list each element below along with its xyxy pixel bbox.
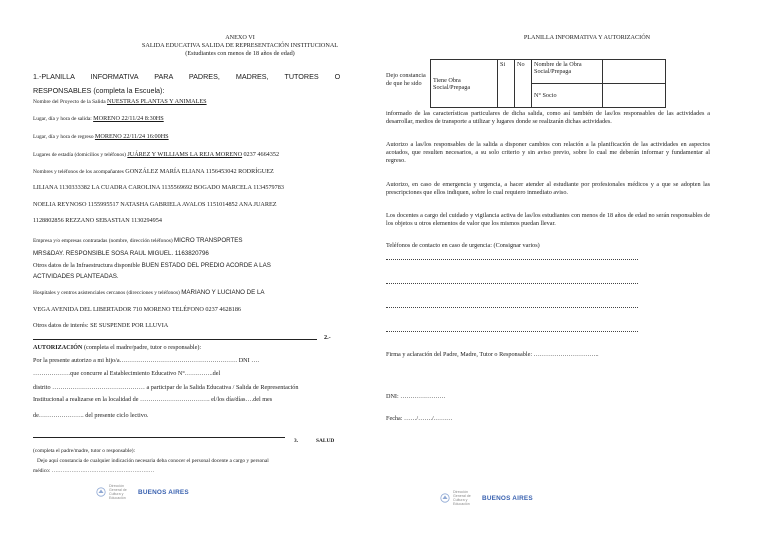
- auth-line-2: ………………que concurre al Establecimiento Educativo N°…………..del: [33, 370, 221, 377]
- document-title: SALIDA EDUCATIVA SALIDA DE REPRESENTACIÓN INSTITUCIONAL: [141, 42, 339, 49]
- company-field: Empresa y/o empresas contratadas (nombre, dirección teléfonos) MICRO TRANSPORTES: [33, 237, 243, 244]
- other-value: SE SUSPENDE POR LLUVIA: [90, 322, 169, 329]
- no-cell[interactable]: No: [515, 60, 532, 108]
- gobierno-logo: Dirección General de Cultura y Educación BUENOS AIRES: [96, 484, 189, 500]
- paragraph-emergency: Autorizo, en caso de emergencia y urgencia, a hacer atender al estudiante por profesionales médicos y a que se adopten las prescripciones que ellos indiquen, sobre lo cual requiero inmediato aviso.: [386, 181, 710, 196]
- obra-social-table: [430, 59, 666, 108]
- stay-value: JUÁREZ Y WILLIAMS LA REJA MORENO: [127, 151, 243, 158]
- obra-question-cell: Tiene Obra Social/Prepaga: [431, 60, 498, 108]
- planilla-number: 1.-: [33, 72, 42, 81]
- companions-field: Nombres y teléfonos de los acompañantes GONZÁLEZ MARÍA ELIANA 1156453042 RODRÍGUEZ: [33, 168, 274, 175]
- hospitals-field: Hospitales y centros asistenciales cercanos (direcciones y teléfonos) MARIANO Y LUCIANO DE LA: [33, 289, 265, 296]
- infra-value-1: BUEN ESTADO DEL PREDIO ACORDE A LAS: [141, 262, 271, 269]
- companions-line-2: LILIANA 1130333382 LA CUADRA CAROLINA 1135569692 BOGADO MARCELA 1134579783: [33, 184, 284, 191]
- infra-value-2: ACTIVIDADES PLANTEADAS.: [33, 273, 119, 280]
- auth-line-5: de…………………. del presente ciclo lectivo.: [33, 412, 149, 419]
- dejo-constancia: Dejo constancia de que he sido: [386, 72, 426, 87]
- other-field: Otros datos de interés: SE SUSPENDE POR LLUVIA: [33, 322, 169, 329]
- auth-line-3: distrito ……………………………………… a participar de la Salida Educativa / Salida de Representación: [33, 384, 299, 391]
- return-field: Lugar, día y hora de regreso MORENO 22/11/24 16:00HS: [33, 133, 169, 140]
- socio-value[interactable]: [603, 84, 666, 108]
- phone-line-2[interactable]: [386, 283, 638, 284]
- section-divider-2: [33, 339, 317, 340]
- health-line-2: médico: …………………………………………………: [33, 468, 155, 474]
- health-sub: (completa el padre/madre, tutor o responsable):: [33, 448, 136, 454]
- obra-name-value[interactable]: [603, 60, 666, 84]
- section-3-number: 3.: [294, 438, 299, 444]
- section-2-number: 2.-: [324, 334, 331, 341]
- auth-line-1: Por la presente autorizo a mi hijo/a………………………………………………… DNI ….: [33, 357, 259, 364]
- auth-line-4: Institucional a realizarse en la localidad de ……………………………. el/los día/días….del mes: [33, 396, 273, 403]
- hospitals-value-1: MARIANO Y LUCIANO DE LA: [181, 289, 265, 296]
- companions-line-1: GONZÁLEZ MARÍA ELIANA 1156453042 RODRÍGUEZ: [125, 168, 274, 175]
- health-line-1: Dejo aquí constancia de cualquier indicación necesaria deba conocer el personal docente a cargo y personal: [37, 458, 269, 464]
- dni-field[interactable]: DNI: ………………….: [386, 393, 446, 400]
- annex-label: ANEXO VI: [225, 34, 255, 41]
- paragraph-changes: Autorizo a las/los responsables de la salida a disponer cambios con relación a la planificación de las actividades en aspectos acotados, que resulten necesarios, a su solo criterio y sin aviso previo, sobre lo cual me deberán informar y fundamentar al regreso.: [386, 141, 710, 164]
- right-page: [384, 0, 768, 543]
- project-field: Nombre del Proyecto de la Salida NUESTRAS PLANTAS Y ANIMALES: [33, 98, 207, 105]
- phone-line-3[interactable]: [386, 307, 638, 308]
- paragraph-responsibility: Los docentes a cargo del cuidado y vigilancia activa de las/los estudiantes con menos de 18 años de edad no serán responsables de los objetos u otros elementos de valor que los mismos puedan llevar.: [386, 212, 710, 227]
- company-value-1: MICRO TRANSPORTES: [174, 237, 243, 244]
- section-3-title: SALUD: [316, 438, 335, 444]
- phone-line-4[interactable]: [386, 331, 638, 332]
- right-title: PLANILLA INFORMATIVA Y AUTORIZACIÓN: [523, 34, 651, 41]
- infra-field: Otros datos de la Infraestructura disponible BUEN ESTADO DEL PREDIO ACORDE A LAS: [33, 262, 271, 269]
- stay-phone: 0237 4664352: [243, 151, 280, 158]
- authorization-heading: AUTORIZACIÓN (completa el madre/padre, tutor o responsable):: [33, 344, 202, 351]
- phones-label: Teléfonos de contacto en caso de urgencia: (Consignar varios): [386, 242, 540, 249]
- phone-line-1[interactable]: [386, 259, 638, 260]
- gobierno-logo-right: Dirección General de Cultura y Educación BUENOS AIRES: [440, 490, 533, 506]
- planilla-heading: 1.-PLANILLA INFORMATIVA PARA PADRES, MADRES, TUTORES O: [33, 72, 341, 81]
- departure-value: MORENO 22/11/24 8:30HS: [93, 115, 164, 122]
- company-value-2: MRS&DAY. RESPONSIBLE SOSA RAUL MIGUEL. 1163820796: [33, 250, 209, 257]
- project-value: NUESTRAS PLANTAS Y ANIMALES: [106, 98, 207, 105]
- departure-field: Lugar, día y hora de salida: MORENO 22/11/24 8:30HS: [33, 115, 164, 122]
- document-subtitle: (Estudiantes con menos de 18 años de edad): [185, 50, 295, 57]
- socio-label: N° Socio: [532, 84, 603, 108]
- date-field[interactable]: Fecha: ……/……./………: [386, 415, 453, 422]
- return-value: MORENO 22/11/24 16:00HS: [94, 133, 169, 140]
- section-divider-3: [33, 437, 285, 438]
- planilla-heading-line2: RESPONSABLES (completa la Escuela):: [33, 86, 165, 95]
- paragraph-informed: informado de las características particulares de dicha salida, como así también de las/los responsables de las actividades a desarrollar, medios de transporte a utilizar y lugares donde se realizarán dichas actividades.: [386, 110, 710, 125]
- hospitals-value-2: VEGA AVENIDA DEL LIBERTADOR 710 MORENO TELÉFONO 0237 4628186: [33, 306, 242, 313]
- si-cell[interactable]: Si: [498, 60, 515, 108]
- companions-line-3: NOELIA REYNOSO 1155995517 NATASHA GABRIELA AVALOS 1151014852 ANA JUAREZ: [33, 201, 277, 208]
- companions-line-4: 1128802856 REZZANO SEBASTIAN 1130294954: [33, 217, 162, 224]
- obra-name-label: Nombre de la Obra Social/Prepaga: [532, 60, 603, 84]
- province-emblem-icon: [440, 493, 450, 503]
- signature-field[interactable]: Firma y aclaración del Padre, Madre, Tutor o Responsable: …………………………..: [386, 351, 599, 358]
- province-emblem-icon: [96, 487, 106, 497]
- stay-field: Lugares de estadía (domicilios y teléfonos) JUÁREZ Y WILLIAMS LA REJA MORENO 0237 4664352: [33, 151, 280, 158]
